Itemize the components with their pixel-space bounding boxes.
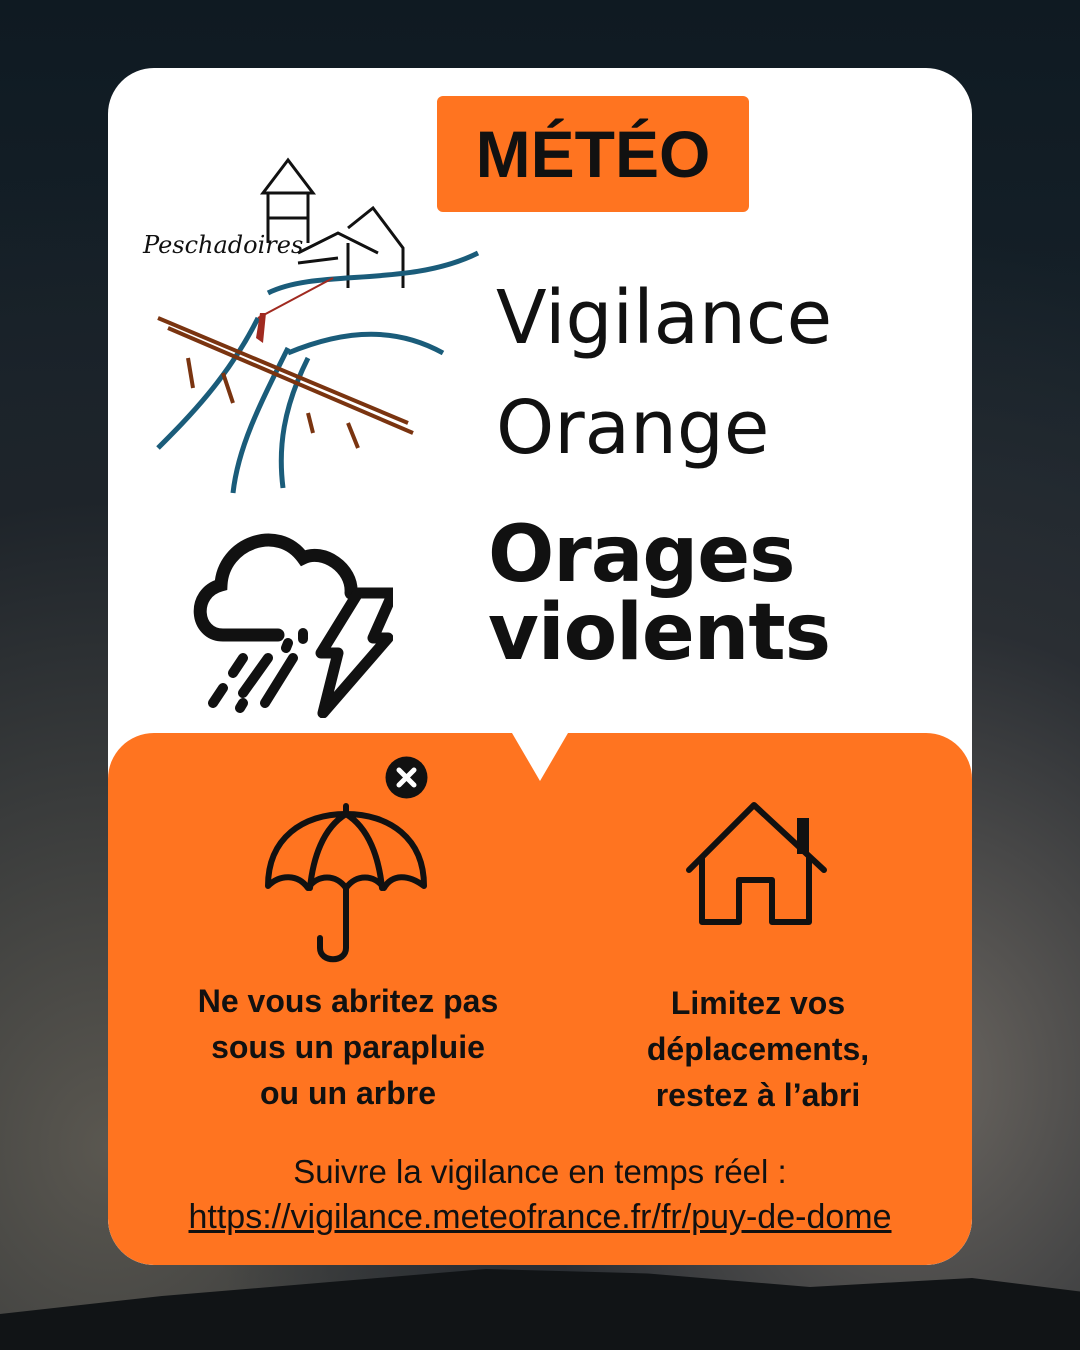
tip-umbrella: [148, 978, 548, 1116]
thunderstorm-icon: [183, 513, 393, 718]
follow-text: Suivre la vigilance en temps réel :: [293, 1153, 787, 1190]
svg-text:Peschadoires: Peschadoires: [143, 231, 304, 259]
tip-line: Limitez vos: [670, 985, 846, 1021]
vigilance-link[interactable]: https://vigilance.meteofrance.fr/fr/puy-de-dome: [188, 1198, 892, 1236]
tip-line: déplacements,: [646, 1031, 870, 1067]
meteo-badge: MÉTÉO: [437, 96, 749, 212]
tip-line: restez à l’abri: [655, 1077, 861, 1113]
forbidden-x-icon: [385, 756, 428, 799]
umbrella-icon: [258, 798, 428, 968]
vigilance-level: [496, 263, 832, 483]
hazard-line-2: violents: [488, 588, 831, 678]
mountain-silhouette: [0, 1260, 1080, 1350]
tip-line: sous un parapluie: [211, 1029, 485, 1065]
hazard-title: [488, 510, 831, 678]
vigilance-line-1: Vigilance: [496, 275, 833, 361]
tip-line: Ne vous abritez pas: [197, 983, 499, 1019]
hazard-line-1: Orages: [488, 510, 795, 600]
tip-shelter: [568, 980, 948, 1118]
tip-line: ou un arbre: [259, 1075, 436, 1111]
vigilance-line-2: Orange: [496, 385, 770, 471]
peschadoires-logo: [138, 148, 488, 503]
house-icon: [684, 800, 829, 930]
alert-card: [108, 68, 972, 1265]
